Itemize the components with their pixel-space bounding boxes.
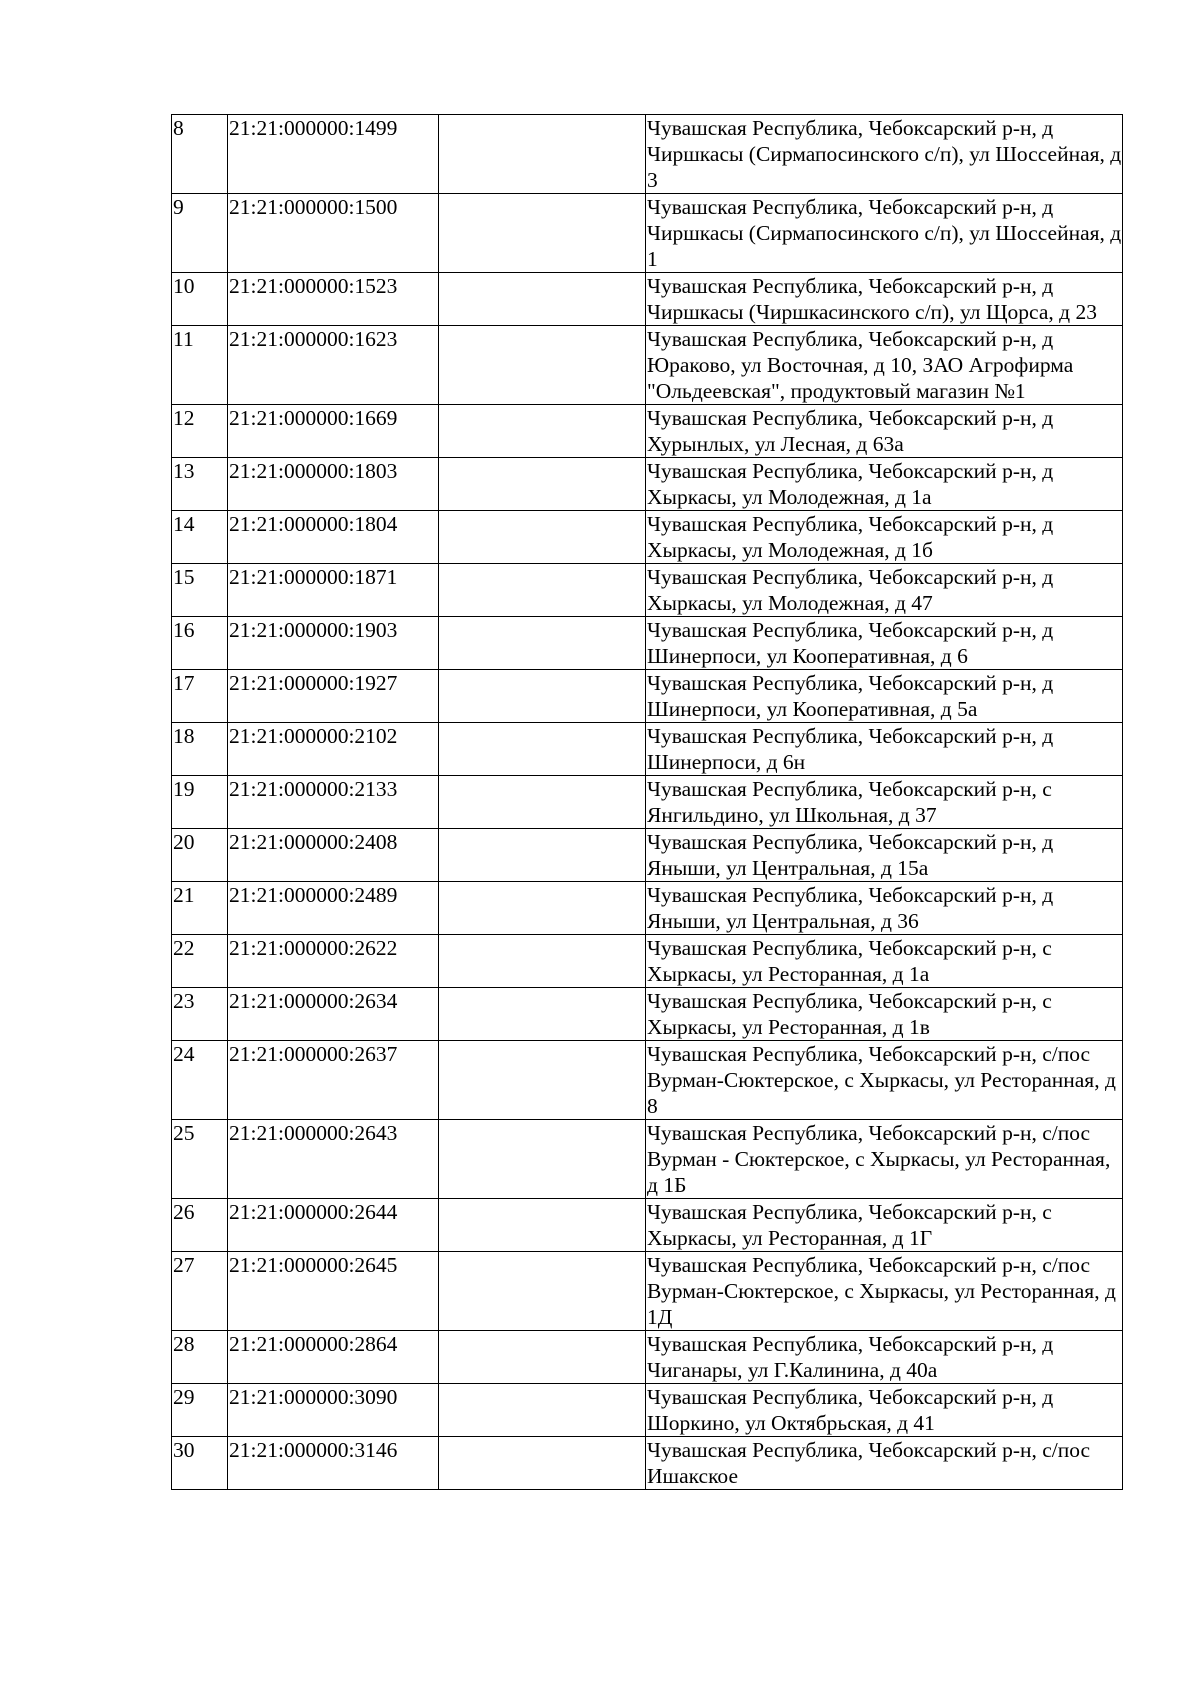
empty-cell bbox=[439, 723, 646, 776]
table-row bbox=[172, 1331, 1123, 1384]
row-number-cell: 12 bbox=[172, 405, 228, 458]
address-cell: Чувашская Республика, Чебоксарский р-н, д Яныши, ул Центральная, д 36 bbox=[646, 882, 1123, 935]
row-number-cell: 13 bbox=[172, 458, 228, 511]
empty-cell bbox=[439, 776, 646, 829]
row-number-cell: 22 bbox=[172, 935, 228, 988]
property-register-table bbox=[171, 114, 1123, 1490]
row-number-cell: 27 bbox=[172, 1252, 228, 1331]
table-row bbox=[172, 617, 1123, 670]
empty-cell bbox=[439, 670, 646, 723]
empty-cell bbox=[439, 1437, 646, 1490]
row-number-cell: 14 bbox=[172, 511, 228, 564]
cadastral-number-cell: 21:21:000000:2637 bbox=[228, 1041, 439, 1120]
row-number-cell: 30 bbox=[172, 1437, 228, 1490]
address-cell: Чувашская Республика, Чебоксарский р-н, д Чиршкасы (Чиршкасинского с/п), ул Щорса, д 23 bbox=[646, 273, 1123, 326]
row-number-cell: 19 bbox=[172, 776, 228, 829]
address-cell: Чувашская Республика, Чебоксарский р-н, с/пос Ишакское bbox=[646, 1437, 1123, 1490]
empty-cell bbox=[439, 882, 646, 935]
address-cell: Чувашская Республика, Чебоксарский р-н, д Хурынлых, ул Лесная, д 63а bbox=[646, 405, 1123, 458]
cadastral-number-cell: 21:21:000000:2489 bbox=[228, 882, 439, 935]
empty-cell bbox=[439, 458, 646, 511]
address-cell: Чувашская Республика, Чебоксарский р-н, с/пос Вурман - Сюктерское, с Хыркасы, ул Ресторанная, д 1Б bbox=[646, 1120, 1123, 1199]
address-cell: Чувашская Республика, Чебоксарский р-н, д Чиршкасы (Сирмапосинского с/п), ул Шоссейная, д 3 bbox=[647, 116, 1122, 192]
table-row bbox=[172, 194, 1123, 273]
address-cell: Чувашская Республика, Чебоксарский р-н, с Хыркасы, ул Ресторанная, д 1а bbox=[646, 935, 1123, 988]
table-row bbox=[172, 273, 1123, 326]
table-row bbox=[172, 723, 1123, 776]
row-number-cell: 28 bbox=[172, 1331, 228, 1384]
cadastral-number-cell: 21:21:000000:2643 bbox=[228, 1120, 439, 1199]
row-number-cell: 23 bbox=[172, 988, 228, 1041]
cadastral-number-cell: 21:21:000000:2644 bbox=[228, 1199, 439, 1252]
table-row bbox=[172, 882, 1123, 935]
address-cell: Чувашская Республика, Чебоксарский р-н, д Шинерпоси, д 6н bbox=[646, 723, 1123, 776]
table-row bbox=[172, 776, 1123, 829]
cadastral-number-cell: 21:21:000000:1803 bbox=[228, 458, 439, 511]
cadastral-number-cell: 21:21:000000:1871 bbox=[228, 564, 439, 617]
cadastral-number-cell: 21:21:000000:3146 bbox=[228, 1437, 439, 1490]
address-cell: Чувашская Республика, Чебоксарский р-н, д Хыркасы, ул Молодежная, д 1б bbox=[646, 511, 1123, 564]
address-cell: Чувашская Республика, Чебоксарский р-н, д Чиганары, ул Г.Калинина, д 40а bbox=[646, 1331, 1123, 1384]
empty-cell bbox=[439, 1199, 646, 1252]
row-number-cell: 15 bbox=[172, 564, 228, 617]
empty-cell bbox=[439, 1120, 646, 1199]
cadastral-number-cell: 21:21:000000:1623 bbox=[228, 326, 439, 405]
empty-cell bbox=[439, 988, 646, 1041]
row-number-cell: 8 bbox=[172, 115, 228, 194]
address-cell: Чувашская Республика, Чебоксарский р-н, с Янгильдино, ул Школьная, д 37 bbox=[646, 776, 1123, 829]
table-row bbox=[172, 115, 1123, 194]
empty-cell bbox=[439, 564, 646, 617]
table-row bbox=[172, 458, 1123, 511]
table-row bbox=[172, 405, 1123, 458]
cadastral-number-cell: 21:21:000000:2408 bbox=[228, 829, 439, 882]
table-row bbox=[172, 1041, 1123, 1120]
register-table-body bbox=[172, 115, 1123, 1490]
empty-cell bbox=[439, 405, 646, 458]
empty-cell bbox=[439, 617, 646, 670]
row-number-cell: 17 bbox=[172, 670, 228, 723]
cadastral-number-cell: 21:21:000000:2645 bbox=[228, 1252, 439, 1331]
cadastral-number-cell: 21:21:000000:1804 bbox=[228, 511, 439, 564]
row-number-cell: 20 bbox=[172, 829, 228, 882]
cadastral-number-cell: 21:21:000000:3090 bbox=[228, 1384, 439, 1437]
row-number-cell: 21 bbox=[172, 882, 228, 935]
row-number-cell: 29 bbox=[172, 1384, 228, 1437]
table-row bbox=[172, 935, 1123, 988]
cadastral-number-cell: 21:21:000000:1499 bbox=[228, 115, 439, 194]
cadastral-number-cell: 21:21:000000:2634 bbox=[228, 988, 439, 1041]
cadastral-number-cell: 21:21:000000:1927 bbox=[228, 670, 439, 723]
address-cell: Чувашская Республика, Чебоксарский р-н, д Хыркасы, ул Молодежная, д 47 bbox=[646, 564, 1123, 617]
empty-cell bbox=[439, 1384, 646, 1437]
address-cell: Чувашская Республика, Чебоксарский р-н, д Шинерпоси, ул Кооперативная, д 6 bbox=[646, 617, 1123, 670]
empty-cell bbox=[439, 1252, 646, 1331]
address-cell: Чувашская Республика, Чебоксарский р-н, д Шинерпоси, ул Кооперативная, д 5а bbox=[646, 670, 1123, 723]
empty-cell bbox=[439, 511, 646, 564]
row-number-cell: 24 bbox=[172, 1041, 228, 1120]
table-row bbox=[172, 1384, 1123, 1437]
table-row bbox=[172, 511, 1123, 564]
cadastral-number-cell: 21:21:000000:2622 bbox=[228, 935, 439, 988]
address-cell: Чувашская Республика, Чебоксарский р-н, д Юраково, ул Восточная, д 10, ЗАО Агрофирма "Ольдеевская", продуктовый магазин №1 bbox=[646, 326, 1123, 405]
address-cell: Чувашская Республика, Чебоксарский р-н, д Шоркино, ул Октябрьская, д 41 bbox=[646, 1384, 1123, 1437]
cadastral-number-cell: 21:21:000000:1669 bbox=[228, 405, 439, 458]
row-number-cell: 9 bbox=[172, 194, 228, 273]
row-number-cell: 16 bbox=[172, 617, 228, 670]
cadastral-number-cell: 21:21:000000:2102 bbox=[228, 723, 439, 776]
table-row bbox=[172, 829, 1123, 882]
empty-cell bbox=[439, 935, 646, 988]
address-cell: Чувашская Республика, Чебоксарский р-н, д Хыркасы, ул Молодежная, д 1а bbox=[646, 458, 1123, 511]
address-cell: Чувашская Республика, Чебоксарский р-н, с Хыркасы, ул Ресторанная, д 1Г bbox=[646, 1199, 1123, 1252]
table-row bbox=[172, 1120, 1123, 1199]
row-number-cell: 10 bbox=[172, 273, 228, 326]
row-number-cell: 25 bbox=[172, 1120, 228, 1199]
empty-cell bbox=[439, 115, 646, 194]
address-cell: Чувашская Республика, Чебоксарский р-н, д Яныши, ул Центральная, д 15а bbox=[646, 829, 1123, 882]
cadastral-number-cell: 21:21:000000:1500 bbox=[228, 194, 439, 273]
address-cell: Чувашская Республика, Чебоксарский р-н, с Хыркасы, ул Ресторанная, д 1в bbox=[646, 988, 1123, 1041]
cadastral-number-cell: 21:21:000000:1523 bbox=[228, 273, 439, 326]
table-row bbox=[172, 564, 1123, 617]
row-number-cell: 26 bbox=[172, 1199, 228, 1252]
table-row bbox=[172, 326, 1123, 405]
table-row bbox=[172, 670, 1123, 723]
address-cell: Чувашская Республика, Чебоксарский р-н, д Чиршкасы (Сирмапосинского с/п), ул Шоссейная, д 1 bbox=[647, 195, 1122, 271]
row-number-cell: 18 bbox=[172, 723, 228, 776]
empty-cell bbox=[439, 829, 646, 882]
cadastral-number-cell: 21:21:000000:2133 bbox=[228, 776, 439, 829]
address-cell: Чувашская Республика, Чебоксарский р-н, с/пос Вурман-Сюктерское, с Хыркасы, ул Ресторанная, д 8 bbox=[646, 1041, 1123, 1120]
row-number-cell: 11 bbox=[172, 326, 228, 405]
address-cell: Чувашская Республика, Чебоксарский р-н, с/пос Вурман-Сюктерское, с Хыркасы, ул Ресторанная, д 1Д bbox=[646, 1252, 1123, 1331]
table-row bbox=[172, 1252, 1123, 1331]
cadastral-number-cell: 21:21:000000:2864 bbox=[228, 1331, 439, 1384]
table-row bbox=[172, 1437, 1123, 1490]
empty-cell bbox=[439, 1331, 646, 1384]
empty-cell bbox=[439, 326, 646, 405]
empty-cell bbox=[439, 273, 646, 326]
table-row bbox=[172, 1199, 1123, 1252]
cadastral-number-cell: 21:21:000000:1903 bbox=[228, 617, 439, 670]
empty-cell bbox=[439, 1041, 646, 1120]
table-row bbox=[172, 988, 1123, 1041]
empty-cell bbox=[439, 194, 646, 273]
